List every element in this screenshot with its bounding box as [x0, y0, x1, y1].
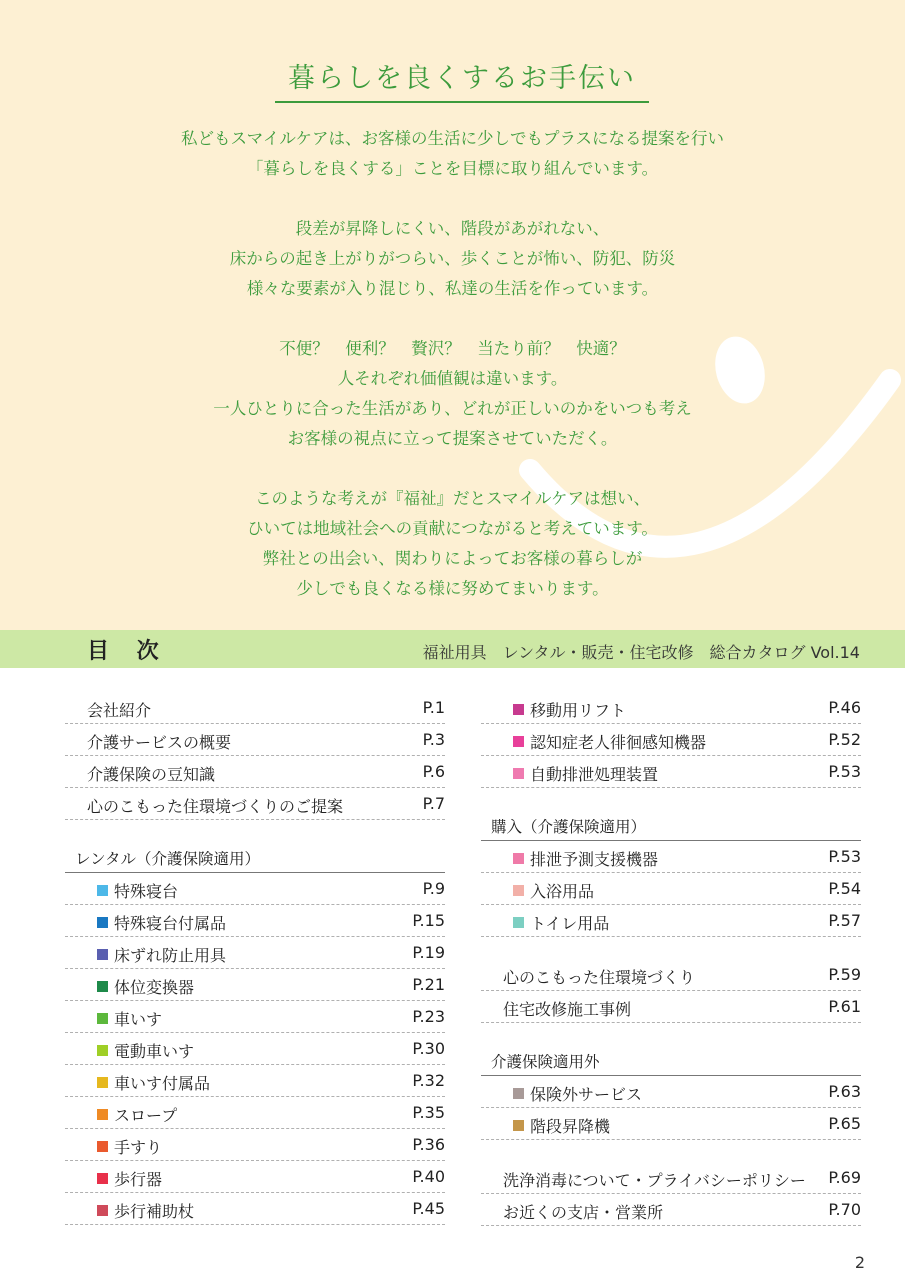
toc-item-label-wrap [97, 1135, 162, 1158]
toc-item-label: 歩行器 [114, 1170, 163, 1189]
section-label: 介護保険適用外 [491, 1053, 600, 1071]
category-square-icon [513, 768, 524, 779]
intro-paragraph [0, 124, 905, 184]
toc-subitem[interactable] [481, 1108, 861, 1140]
intro-paragraph [0, 334, 905, 454]
catalog-title: 福祉用具 レンタル・販売・住宅改修 総合カタログ Vol.14 [422, 643, 860, 662]
toc-subitem[interactable] [65, 1001, 445, 1033]
toc-item-label: 歩行補助杖 [114, 1202, 195, 1221]
toc-page-number: P.40 [412, 1167, 445, 1186]
toc-item-label-wrap [97, 1167, 162, 1190]
intro-paragraph [0, 484, 905, 604]
toc-item-label-wrap [97, 1007, 162, 1030]
category-square-icon [97, 1141, 108, 1152]
toc-item-label-wrap [503, 997, 631, 1020]
toc-item-label-wrap [97, 943, 226, 966]
toc-subitem[interactable] [65, 1065, 445, 1097]
toc-page-number: P.45 [412, 1199, 445, 1218]
toc-page-number: P.1 [422, 698, 445, 717]
toc-item[interactable] [481, 1194, 861, 1226]
toc-item-label: 特殊寝台 [114, 882, 179, 901]
intro-line: 「暮らしを良くする」ことを目標に取り組んでいます。 [246, 159, 659, 178]
toc-item-label-wrap [513, 1082, 642, 1105]
toc-item-label-wrap [97, 1039, 194, 1062]
toc-item-label: 階段昇降機 [530, 1117, 611, 1136]
toc-item-label: 車いす [114, 1010, 163, 1029]
intro-section [0, 0, 905, 630]
toc-item-label-wrap [97, 911, 226, 934]
intro-text [0, 124, 905, 630]
toc-spacer [481, 937, 861, 959]
toc-page-number: P.32 [412, 1071, 445, 1090]
category-square-icon [97, 1205, 108, 1216]
category-square-icon [97, 917, 108, 928]
toc-subitem[interactable] [65, 1033, 445, 1065]
toc-subitem[interactable] [65, 937, 445, 969]
toc-page-number: P.63 [828, 1082, 861, 1101]
category-square-icon [513, 736, 524, 747]
toc-item-label: 体位変換器 [114, 978, 195, 997]
intro-line: 一人ひとりに合った生活があり、どれが正しいのかをいつも考え [213, 399, 692, 418]
toc-item-label: 車いす付属品 [114, 1074, 211, 1093]
toc-item-label: 特殊寝台付属品 [114, 914, 227, 933]
toc-page-number: P.19 [412, 943, 445, 962]
toc-item-label-wrap [503, 965, 695, 988]
section-label: 購入（介護保険適用） [491, 818, 647, 836]
toc-page-number: P.52 [828, 730, 861, 749]
intro-line: 弊社との出会い、関わりによってお客様の暮らしが [262, 549, 643, 568]
toc-item-label: 洗浄消毒について・プライバシーポリシー [503, 1171, 806, 1190]
toc-page-number: P.23 [412, 1007, 445, 1026]
intro-line: 私どもスマイルケアは、お客様の生活に少しでもプラスになる提案を行い [180, 129, 724, 148]
intro-line: ひいては地域社会への貢献につながると考えています。 [247, 519, 658, 538]
toc-page-number: P.70 [828, 1200, 861, 1219]
toc-item-label-wrap [97, 975, 194, 998]
intro-line: 段差が昇降しにくい、階段があがれない、 [295, 219, 610, 238]
page-number: 2 [854, 1253, 865, 1272]
toc-item[interactable] [65, 756, 445, 788]
toc-page-number: P.46 [828, 698, 861, 717]
toc-page-number: P.21 [412, 975, 445, 994]
category-square-icon [513, 704, 524, 715]
toc-item-label: 移動用リフト [530, 701, 627, 720]
toc-item[interactable] [65, 724, 445, 756]
toc-subitem[interactable] [481, 905, 861, 937]
toc-page-number: P.6 [422, 762, 445, 781]
toc-item[interactable] [481, 959, 861, 991]
toc-subitem[interactable] [481, 1076, 861, 1108]
category-square-icon [97, 1013, 108, 1024]
toc-page-number: P.53 [828, 762, 861, 781]
toc-subitem[interactable] [65, 969, 445, 1001]
toc-item-label: 会社紹介 [87, 701, 152, 720]
toc-item-label: スロープ [114, 1106, 178, 1125]
toc-item-label: 介護サービスの概要 [87, 733, 232, 752]
toc-item-label-wrap [87, 730, 231, 753]
toc-item-label: 住宅改修施工事例 [503, 1000, 632, 1019]
toc-item-label: 心のこもった住環境づくりのご提案 [87, 797, 344, 816]
category-square-icon [97, 1173, 108, 1184]
toc-subitem[interactable] [65, 1129, 445, 1161]
toc-page-number: P.54 [828, 879, 861, 898]
toc-subitem[interactable] [65, 1193, 445, 1225]
toc-section-heading [65, 842, 445, 873]
toc-item-label-wrap [513, 762, 658, 785]
category-square-icon [97, 885, 108, 896]
toc-item-label-wrap [97, 1103, 177, 1126]
intro-line: 不便？ 便利？ 贅沢？ 当たり前？ 快適？ [279, 339, 626, 358]
toc-item-label: 手すり [114, 1138, 163, 1157]
intro-line: 人それぞれ価値観は違います。 [337, 369, 568, 388]
category-square-icon [97, 1045, 108, 1056]
toc-item-label: 入浴用品 [530, 882, 595, 901]
toc-item-label-wrap [513, 698, 626, 721]
toc-subitem[interactable] [65, 905, 445, 937]
toc-item-label-wrap [97, 1199, 194, 1222]
toc-item-label-wrap [513, 879, 594, 902]
toc-item-label: 認知症老人徘徊感知機器 [530, 733, 707, 752]
toc-spacer [481, 1140, 861, 1162]
toc-item-label: 床ずれ防止用具 [114, 946, 227, 965]
toc-item-label: 排泄予測支援機器 [530, 850, 659, 869]
category-square-icon [97, 981, 108, 992]
toc-right-column [481, 692, 861, 1226]
toc-item-label-wrap [97, 879, 178, 902]
toc-section-heading [481, 810, 861, 841]
category-square-icon [513, 1120, 524, 1131]
toc-subitem[interactable] [65, 873, 445, 905]
toc-item[interactable] [481, 1162, 861, 1194]
section-label: レンタル（介護保険適用） [75, 850, 260, 868]
category-square-icon [97, 1109, 108, 1120]
intro-line: 様々な要素が入り混じり、私達の生活を作っています。 [246, 279, 659, 298]
toc-page-number: P.61 [828, 997, 861, 1016]
toc-page-number: P.53 [828, 847, 861, 866]
toc-page-number: P.57 [828, 911, 861, 930]
toc-subitem[interactable] [481, 692, 861, 724]
intro-line: 少しでも良くなる様に努めてまいります。 [296, 579, 609, 598]
toc-item-label: お近くの支店・営業所 [503, 1203, 664, 1222]
intro-line: このような考えが『福祉』だとスマイルケアは想い、 [254, 489, 650, 508]
intro-line: 床からの起き上がりがつらい、歩くことが怖い、防犯、防災 [229, 249, 676, 268]
toc-page-number: P.69 [828, 1168, 861, 1187]
toc-item-label: トイレ用品 [530, 914, 610, 933]
toc-page-number: P.65 [828, 1114, 861, 1133]
toc-subitem[interactable] [481, 724, 861, 756]
toc-item-label: 電動車いす [114, 1042, 195, 1061]
toc-item-label: 介護保険の豆知識 [87, 765, 216, 784]
category-square-icon [513, 885, 524, 896]
intro-title: 暮らしを良くするお手伝い [275, 56, 649, 103]
toc-page-number: P.7 [422, 794, 445, 813]
toc-item-label: 自動排泄処理装置 [530, 765, 659, 784]
toc-page-number: P.59 [828, 965, 861, 984]
toc-item-label-wrap [87, 794, 343, 817]
toc-item-label-wrap [87, 698, 151, 721]
toc-item-label-wrap [513, 730, 706, 753]
toc-item-label-wrap [503, 1200, 663, 1223]
toc-item[interactable] [65, 788, 445, 820]
intro-paragraph [0, 214, 905, 304]
toc-page-number: P.35 [412, 1103, 445, 1122]
toc-item-label: 心のこもった住環境づくり [503, 968, 696, 987]
toc-subitem[interactable] [481, 756, 861, 788]
category-square-icon [97, 1077, 108, 1088]
category-square-icon [513, 917, 524, 928]
toc-item-label-wrap [87, 762, 215, 785]
toc-item[interactable] [65, 692, 445, 724]
toc-subitem[interactable] [481, 841, 861, 873]
toc-page-number: P.9 [422, 879, 445, 898]
toc-item-label-wrap [503, 1168, 806, 1191]
category-square-icon [513, 853, 524, 864]
category-square-icon [97, 949, 108, 960]
toc-page-number: P.30 [412, 1039, 445, 1058]
toc-left-column [65, 692, 445, 1225]
category-square-icon [513, 1088, 524, 1099]
toc-item-label-wrap [513, 847, 658, 870]
toc-item[interactable] [481, 991, 861, 1023]
toc-item-label-wrap [97, 1071, 210, 1094]
toc-title: 目 次 [87, 639, 169, 664]
toc-section-heading [481, 1045, 861, 1076]
toc-subitem[interactable] [65, 1097, 445, 1129]
toc-subitem[interactable] [65, 1161, 445, 1193]
toc-page-number: P.36 [412, 1135, 445, 1154]
toc-subitem[interactable] [481, 873, 861, 905]
toc-item-label-wrap [513, 1114, 610, 1137]
toc-page-number: P.15 [412, 911, 445, 930]
intro-line: お客様の視点に立って提案させていただく。 [287, 429, 618, 448]
toc-page-number: P.3 [422, 730, 445, 749]
toc-item-label: 保険外サービス [530, 1085, 643, 1104]
toc-item-label-wrap [513, 911, 609, 934]
